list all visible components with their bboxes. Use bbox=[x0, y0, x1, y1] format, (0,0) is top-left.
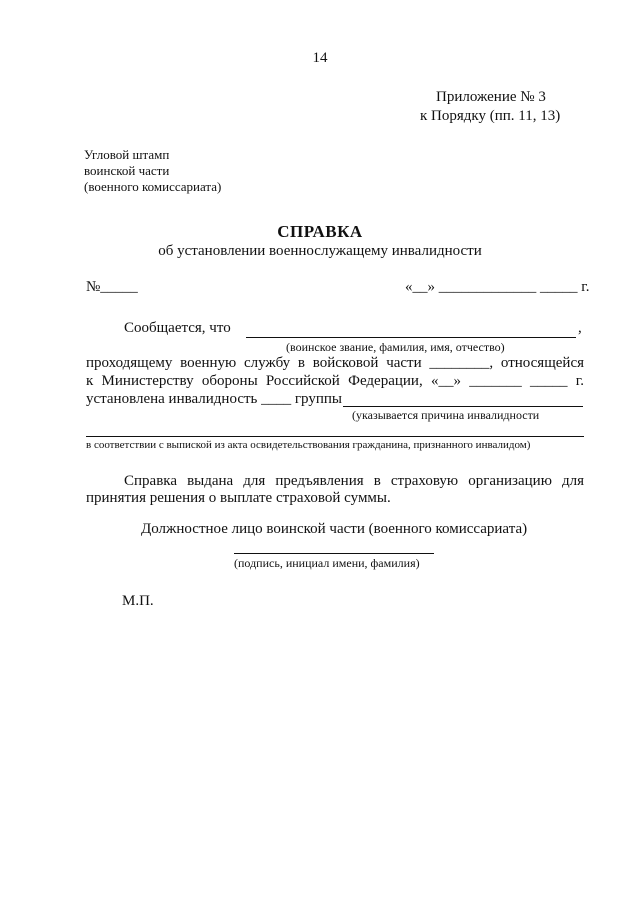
disability-label: установлена инвалидность ____ группы bbox=[86, 391, 342, 407]
seal-label: М.П. bbox=[122, 593, 154, 609]
issued-line-2: принятия решения о выплате страховой суммы. bbox=[86, 490, 391, 506]
document-title: СПРАВКА bbox=[277, 222, 363, 241]
ministry-line: к Министерству обороны Российской Федерации, «__» _______ _____ г. bbox=[86, 373, 584, 389]
stamp-line-3: (военного комиссариата) bbox=[84, 179, 222, 194]
service-line: проходящему военную службу в войсковой части ________, относящейся bbox=[86, 355, 584, 371]
disability-reason-blank-line bbox=[343, 406, 583, 407]
reported-comma: , bbox=[578, 320, 582, 336]
act-blank-line bbox=[86, 436, 584, 437]
stamp-line-1: Угловой штамп bbox=[84, 147, 170, 162]
stamp-line-2: воинской части bbox=[84, 163, 170, 178]
official-label: Должностное лицо воинской части (военного комиссариата) bbox=[141, 521, 528, 537]
reported-label: Сообщается, что bbox=[124, 320, 231, 336]
hint-act: в соответствии с выпиской из акта освидетельствования гражданина, признанного инвалидом) bbox=[86, 439, 531, 451]
appendix-title: Приложение № 3 bbox=[436, 89, 546, 105]
number-field: №_____ bbox=[86, 279, 138, 295]
hint-rank-name: (воинское звание, фамилия, имя, отчество) bbox=[286, 340, 505, 354]
rank-name-blank-line bbox=[246, 337, 576, 338]
date-field: «__» _____________ _____ г. bbox=[405, 279, 590, 295]
signature-blank-line bbox=[234, 553, 434, 554]
hint-signature: (подпись, инициал имени, фамилия) bbox=[234, 556, 420, 570]
page-number: 14 bbox=[312, 50, 328, 66]
document-subtitle: об установлении военнослужащему инвалидности bbox=[158, 243, 482, 259]
issued-line-1: Справка выдана для предъявления в страховую организацию для bbox=[124, 473, 584, 489]
appendix-reference: к Порядку (пп. 11, 13) bbox=[420, 108, 561, 124]
hint-reason: (указывается причина инвалидности bbox=[352, 408, 540, 422]
